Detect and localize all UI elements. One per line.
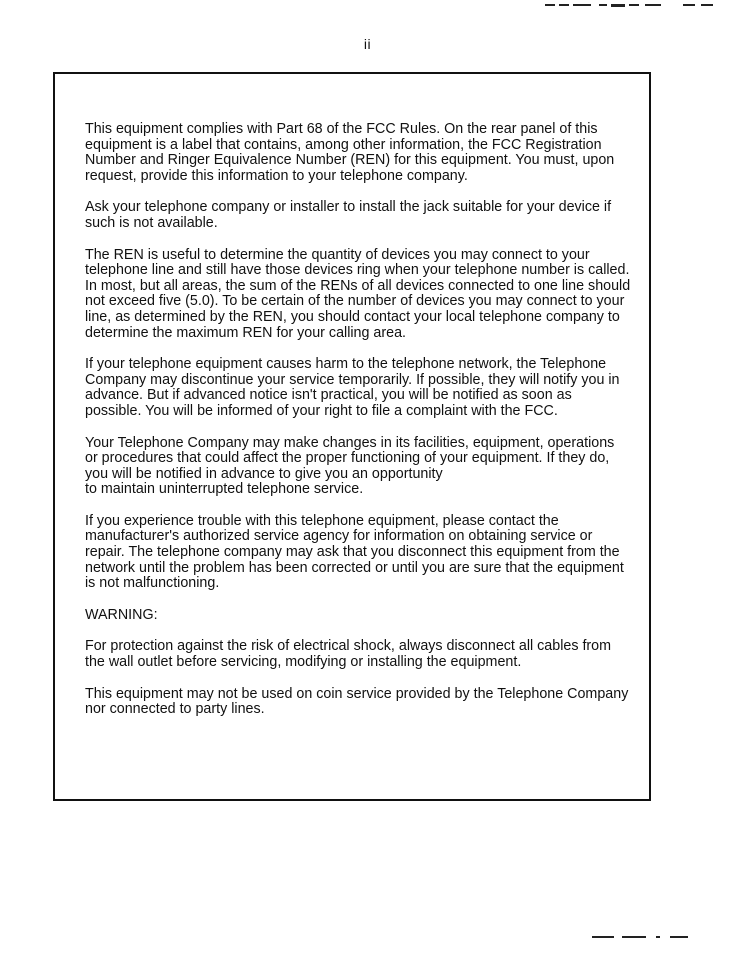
fcc-notice-body [85, 122, 637, 734]
fcc-compliance-paragraph: This equipment complies with Part 68 of the FCC Rules. On the rear panel of this equipment is a label that contains, among other information, the FCC Registration Number and Ringer Equivalence Number (REN) for this equipment. You must, upon request, provide this information to your telephone company. [85, 121, 615, 184]
electrical-shock-paragraph: For protection against the risk of electrical shock, always disconnect all cables from the wall outlet before servicing, modifying or installing the equipment. [85, 638, 612, 671]
warning-heading: WARNING: [85, 606, 158, 623]
jack-installation-paragraph: Ask your telephone company or installer to install the jack suitable for your device if such is not available. [85, 199, 612, 231]
trouble-contact-paragraph: If you experience trouble with this telephone equipment, please contact the manufacturer's authorized service agency for information on obtaining service or repair. The telephone company may ask that you disconnect this equipment from the network until the problem has been corrected or until you are sure that the equipment is not malfunctioning. [85, 512, 624, 592]
scan-artifact-bottom [592, 936, 702, 939]
facility-changes-paragraph: Your Telephone Company may make changes in its facilities, equipment, operations or procedures that could affect the proper functioning of your equipment. If they do, you will be notified in advance to give you an opportunity to maintain uninterrupted telephone service. [85, 434, 615, 498]
fcc-notice-box [53, 72, 651, 801]
scan-artifact-top [545, 4, 725, 7]
network-harm-paragraph: If your telephone equipment causes harm to the telephone network, the Telephone Company may discontinue your service temporarily. If possible, they will notify you in advance. But if advanced notice isn't practical, you will be notified as soon as possible. You will be informed of your right to file a complaint with the FCC. [85, 356, 620, 419]
ren-explanation-paragraph: The REN is useful to determine the quantity of devices you may connect to your telephone line and still have those devices ring when your telephone number is called. In most, but all areas, the sum of the RENs of all devices connected to one line should not exceed five (5.0). To be certain of the number of devices you may connect to your line, as determined by the REN, you should contact your local telephone company to determine the maximum REN for your calling area. [85, 246, 631, 341]
page-number: ii [363, 36, 372, 52]
coin-service-paragraph: This equipment may not be used on coin service provided by the Telephone Company nor connected to party lines. [85, 685, 629, 718]
